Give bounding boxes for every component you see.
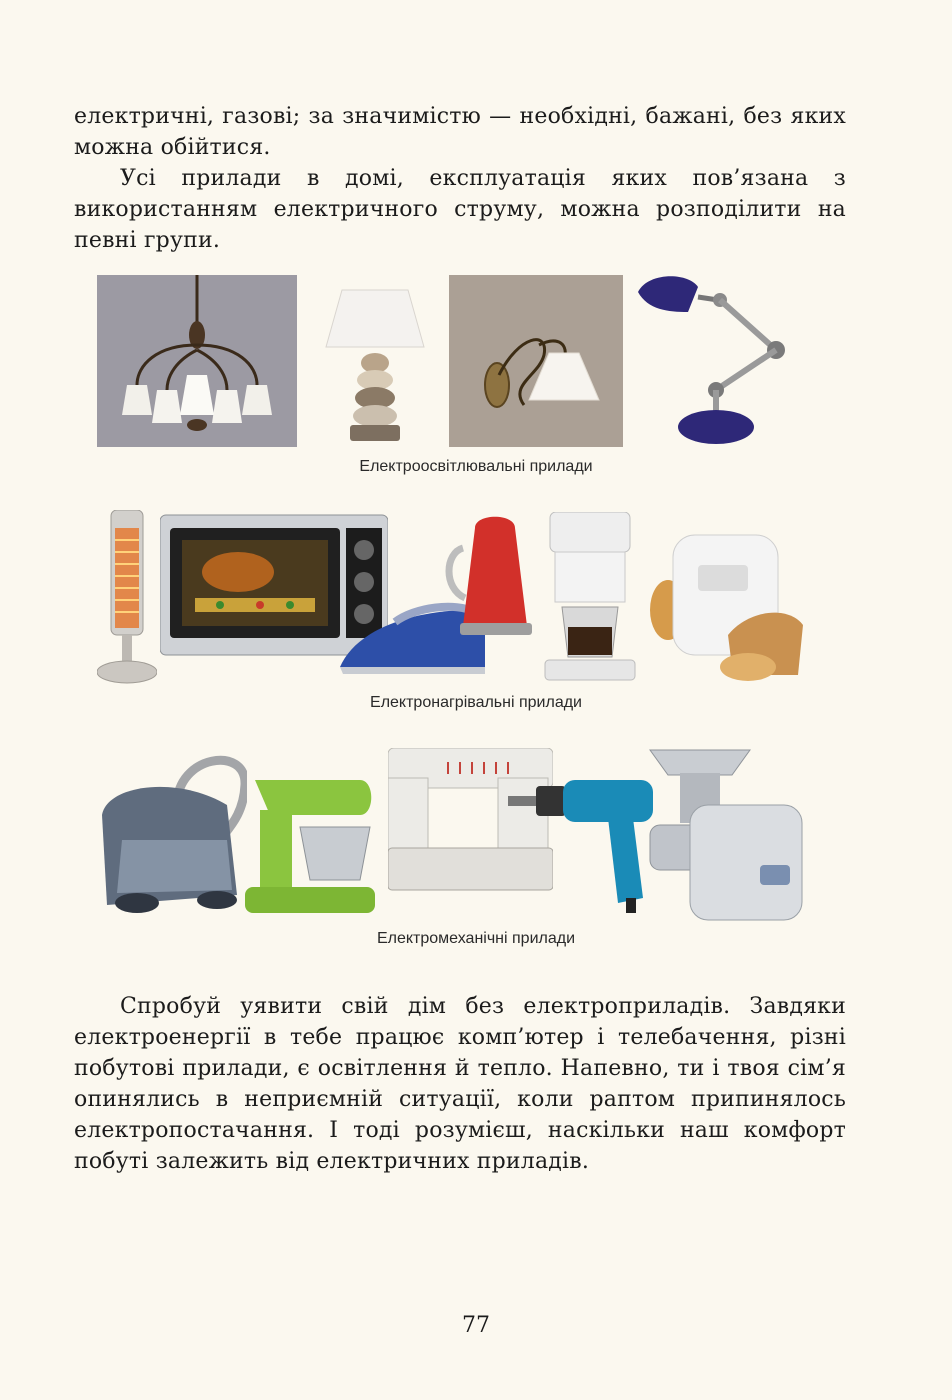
text-continuation: електричні, газові; за значимістю — необхідні, бажані, без яких можна обійтися. — [74, 104, 846, 160]
meat-grinder-image — [640, 745, 805, 925]
caption-lighting: Електроосвітлювальні прилади — [359, 458, 593, 475]
caption-mechanical: Електромеханічні прилади — [376, 930, 576, 947]
chandelier-image — [97, 275, 297, 447]
wall-sconce-image — [449, 275, 623, 447]
page-number: 77 — [462, 1313, 490, 1338]
bottom-text-block — [74, 991, 846, 1177]
desk-lamp-image — [628, 272, 818, 450]
kettle-image — [445, 508, 545, 638]
vacuum-cleaner-image — [97, 745, 247, 915]
paragraph-without-appliances: Спробуй уявити свій дім без електроприладів. Завдяки електроенергії в тебе працює комп’ютер і телебачення, різні побутові прилади, є освітлення й тепло. Напевно, ти і твоя сім’я опинялись в неприємній ситуації, коли раптом припинялось електропостачання. І тоді розумієш, наскільки наш комфорт побуті залежить від електричних приладів. — [74, 994, 846, 1174]
caption-heating: Електронагрівальні прилади — [370, 694, 582, 711]
coffee-maker-image — [540, 512, 640, 682]
bread-maker-image — [648, 525, 808, 685]
heater-image — [97, 510, 157, 685]
top-text-block — [74, 101, 846, 256]
paragraph-groups: Усі прилади в домі, експлуатація яких пов’язана з використанням електричного струму, можна розподілити на певні групи. — [74, 166, 846, 253]
stand-mixer-image — [240, 775, 390, 915]
table-lamp-image — [320, 285, 430, 445]
drill-image — [508, 778, 658, 913]
